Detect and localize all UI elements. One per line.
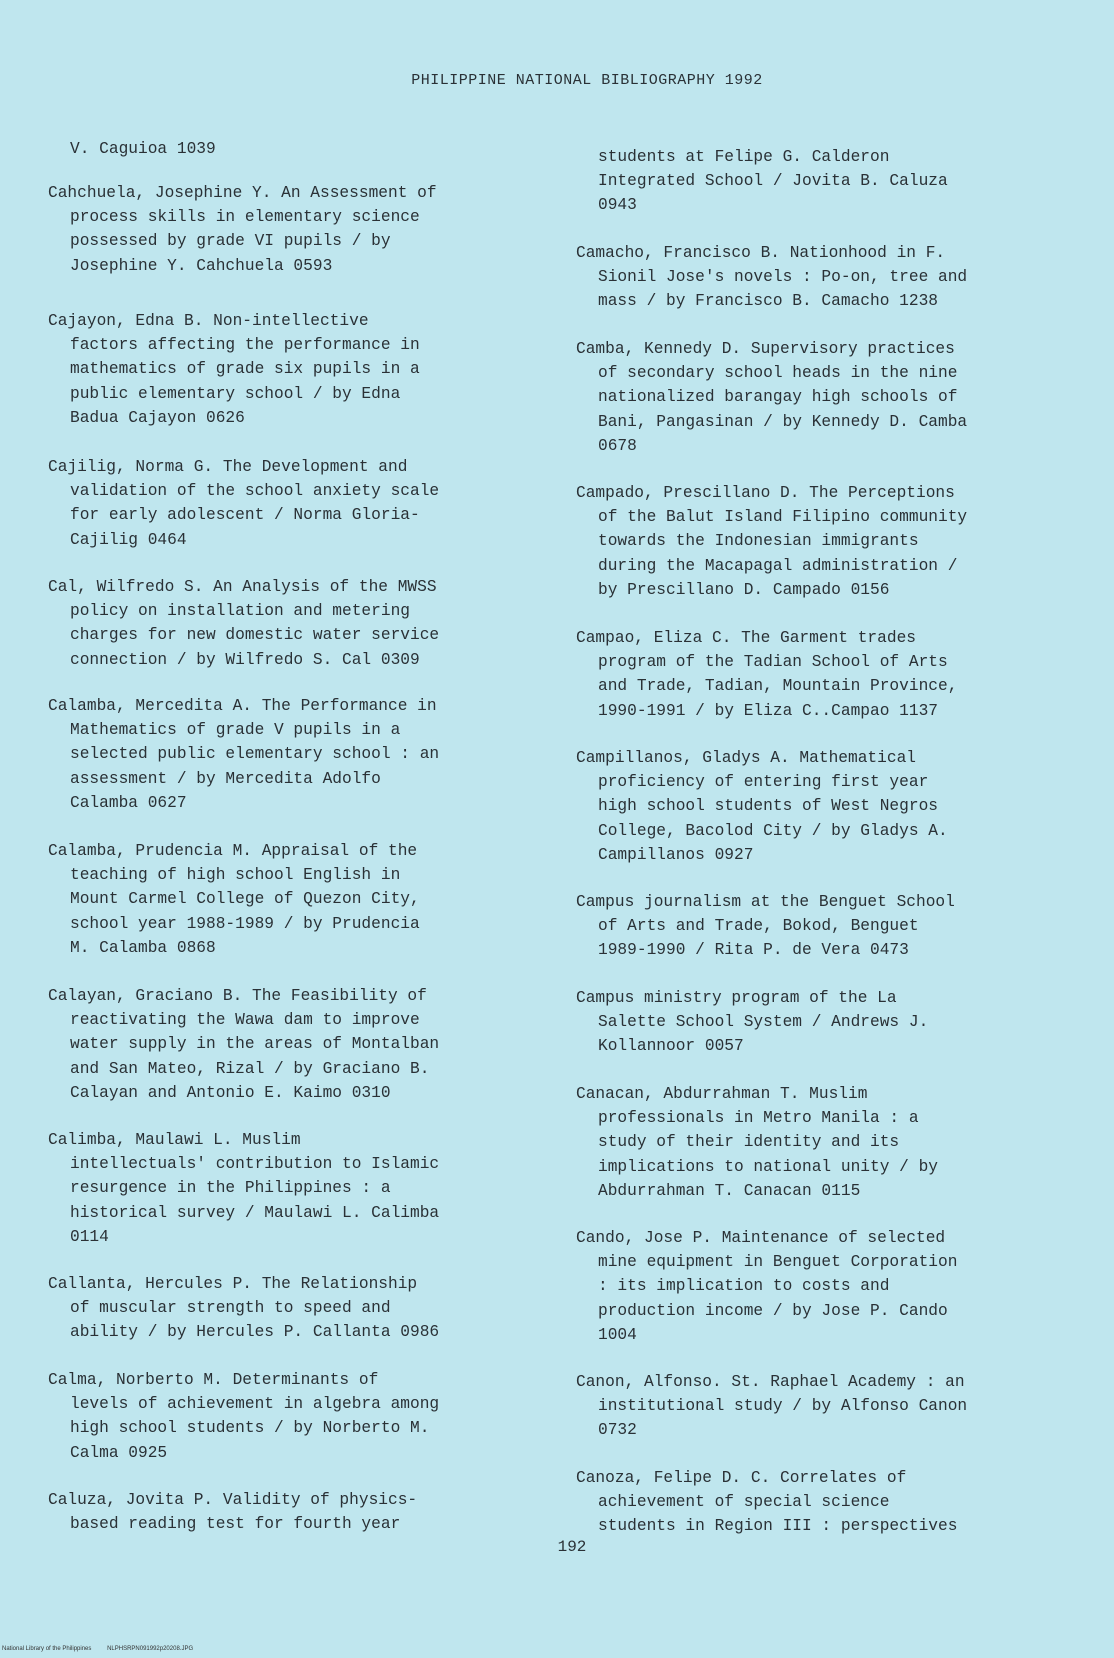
bibliography-entry: Calamba, Mercedita A. The Performance in Mathematics of grade V pupils in a selected public elementary school : an assessment / by Mercedita Adolfo Calamba 0627 bbox=[48, 697, 440, 812]
page-number: 192 bbox=[557, 1538, 587, 1556]
bibliography-entry: Calimba, Maulawi L. Muslim intellectuals' contribution to Islamic resurgence in the Philippines : a historical survey / Maulawi L. Calimba 0114 bbox=[48, 1131, 440, 1246]
footer-library: National Library of the Philippines bbox=[2, 1646, 92, 1652]
bibliography-entry: Cal, Wilfredo S. An Analysis of the MWSS policy on installation and metering charges for new domestic water service connection / by Wilfredo S. Cal 0309 bbox=[48, 578, 440, 669]
bibliography-entry: Canon, Alfonso. St. Raphael Academy : an institutional study / by Alfonso Canon 0732 bbox=[576, 1373, 968, 1440]
bibliography-entry: Cajilig, Norma G. The Development and validation of the school anxiety scale for early adolescent / Norma Gloria- Cajilig 0464 bbox=[48, 458, 440, 549]
footer-file: NLPHSRPN091992p20208.JPG bbox=[107, 1646, 194, 1652]
bibliography-entry: Campado, Prescillano D. The Perceptions of the Balut Island Filipino community towards the Indonesian immigrants during the Macapagal administration / by Prescillano D. Campado 0156 bbox=[576, 484, 968, 599]
bibliography-entry: Camba, Kennedy D. Supervisory practices of secondary school heads in the nine nationalized barangay high schools of Bani, Pangasinan / by Kennedy D. Camba 0678 bbox=[576, 340, 968, 455]
bibliography-entry: students at Felipe G. Calderon Integrated School / Jovita B. Caluza 0943 bbox=[598, 148, 948, 215]
bibliography-title: PHILIPPINE NATIONAL BIBLIOGRAPHY 1992 bbox=[411, 72, 763, 89]
bibliography-entry: Campao, Eliza C. The Garment trades program of the Tadian School of Arts and Trade, Tadian, Mountain Province, 1990-1991 / by Eliza C..Campao 1137 bbox=[576, 629, 958, 720]
bibliography-entry: Campus journalism at the Benguet School of Arts and Trade, Bokod, Benguet 1989-1990 / Rita P. de Vera 0473 bbox=[576, 893, 955, 960]
bibliography-entry: Canacan, Abdurrahman T. Muslim professionals in Metro Manila : a study of their identity and its implications to national unity / by Abdurrahman T. Canacan 0115 bbox=[576, 1085, 938, 1200]
bibliography-entry: Callanta, Hercules P. The Relationship of muscular strength to speed and ability / by Hercules P. Callanta 0986 bbox=[48, 1275, 440, 1342]
scan-footer bbox=[2, 1646, 207, 1652]
bibliography-entry: Calma, Norberto M. Determinants of levels of achievement in algebra among high school students / by Norberto M. Calma 0925 bbox=[48, 1371, 440, 1462]
bibliography-entry: Camacho, Francisco B. Nationhood in F. Sionil Jose's novels : Po-on, tree and mass / by Francisco B. Camacho 1238 bbox=[576, 244, 968, 311]
bibliography-entry: Cajayon, Edna B. Non-intellective factors affecting the performance in mathematics of grade six pupils in a public elementary school / by Edna Badua Cajayon 0626 bbox=[48, 312, 420, 427]
bibliography-entry: Campus ministry program of the La Salette School System / Andrews J. Kollannoor 0057 bbox=[576, 989, 929, 1056]
bibliography-entry: V. Caguioa 1039 bbox=[70, 140, 216, 158]
bibliography-entry: Caluza, Jovita P. Validity of physics- based reading test for fourth year bbox=[48, 1491, 418, 1534]
running-header bbox=[0, 72, 1114, 89]
bibliography-entry: Calamba, Prudencia M. Appraisal of the teaching of high school English in Mount Carmel College of Quezon City, school year 1988-1989 / by Prudencia M. Calamba 0868 bbox=[48, 842, 420, 957]
bibliography-entry: Calayan, Graciano B. The Feasibility of reactivating the Wawa dam to improve water supply in the areas of Montalban and San Mateo, Rizal / by Graciano B. Calayan and Antonio E. Kaimo 0310 bbox=[48, 987, 440, 1102]
bibliography-entry: Campillanos, Gladys A. Mathematical proficiency of entering first year high school students of West Negros College, Bacolod City / by Gladys A. Campillanos 0927 bbox=[576, 749, 948, 864]
bibliography-entry: Cando, Jose P. Maintenance of selected mine equipment in Benguet Corporation : its implication to costs and production income / by Jose P. Cando 1004 bbox=[576, 1229, 958, 1344]
bibliography-entry: Canoza, Felipe D. C. Correlates of achievement of special science students in Region III : perspectives bbox=[576, 1469, 958, 1536]
bibliography-entry: Cahchuela, Josephine Y. An Assessment of process skills in elementary science possessed by grade VI pupils / by Josephine Y. Cahchuela 0593 bbox=[48, 184, 437, 275]
